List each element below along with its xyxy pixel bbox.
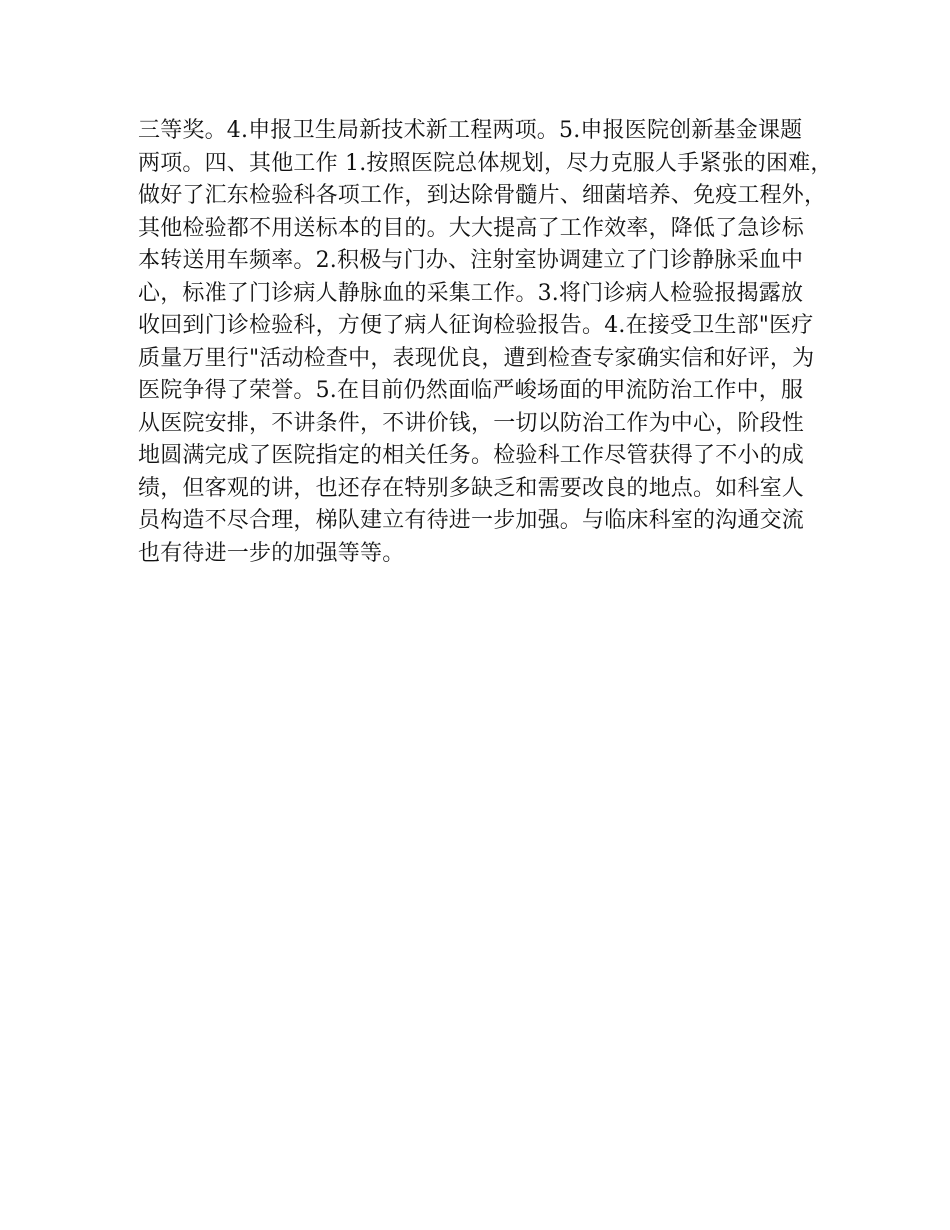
text-line: 收回到门诊检验科，方便了病人征询检验报告。4.在接受卫生部"医疗 xyxy=(138,313,814,338)
text-line: 其他检验都不用送标本的目的。大大提高了工作效率，降低了急诊标 xyxy=(138,215,805,241)
text-line: 两项。四、其他工作 1.按照医院总体规划，尽力克服人手紧张的困难， xyxy=(138,150,833,176)
text-line: 三等奖。4.申报卫生局新技术新工程两项。5.申报医院创新基金课题 xyxy=(138,118,803,143)
text-line: 员构造不尽合理，梯队建立有待进一步加强。与临床科室的沟通交流 xyxy=(138,508,805,533)
text-line: 从医院安排，不讲条件，不讲价钱，一切以防治工作为中心，阶段性 xyxy=(138,410,805,436)
body-text xyxy=(138,115,838,570)
text-line: 心，标准了门诊病人静脉血的采集工作。3.将门诊病人检验报揭露放 xyxy=(138,280,804,306)
text-line: 医院争得了荣誉。5.在目前仍然面临严峻场面的甲流防治工作中，服 xyxy=(138,378,804,403)
text-line: 做好了汇东检验科各项工作，到达除骨髓片、细菌培养、免疫工程外， xyxy=(138,183,827,208)
text-line: 也有待进一步的加强等等。 xyxy=(138,540,405,566)
text-line: 地圆满完成了医院指定的相关任务。检验科工作尽管获得了不小的成 xyxy=(138,443,805,468)
text-line: 本转送用车频率。2.积极与门办、注射室协调建立了门诊静脉采血中 xyxy=(138,248,804,273)
text-line: 绩，但客观的讲，也还存在特别多缺乏和需要改良的地点。如科室人 xyxy=(138,475,805,501)
text-line: 质量万里行"活动检查中，表现优良，遭到检查专家确实信和好评，为 xyxy=(138,345,815,371)
